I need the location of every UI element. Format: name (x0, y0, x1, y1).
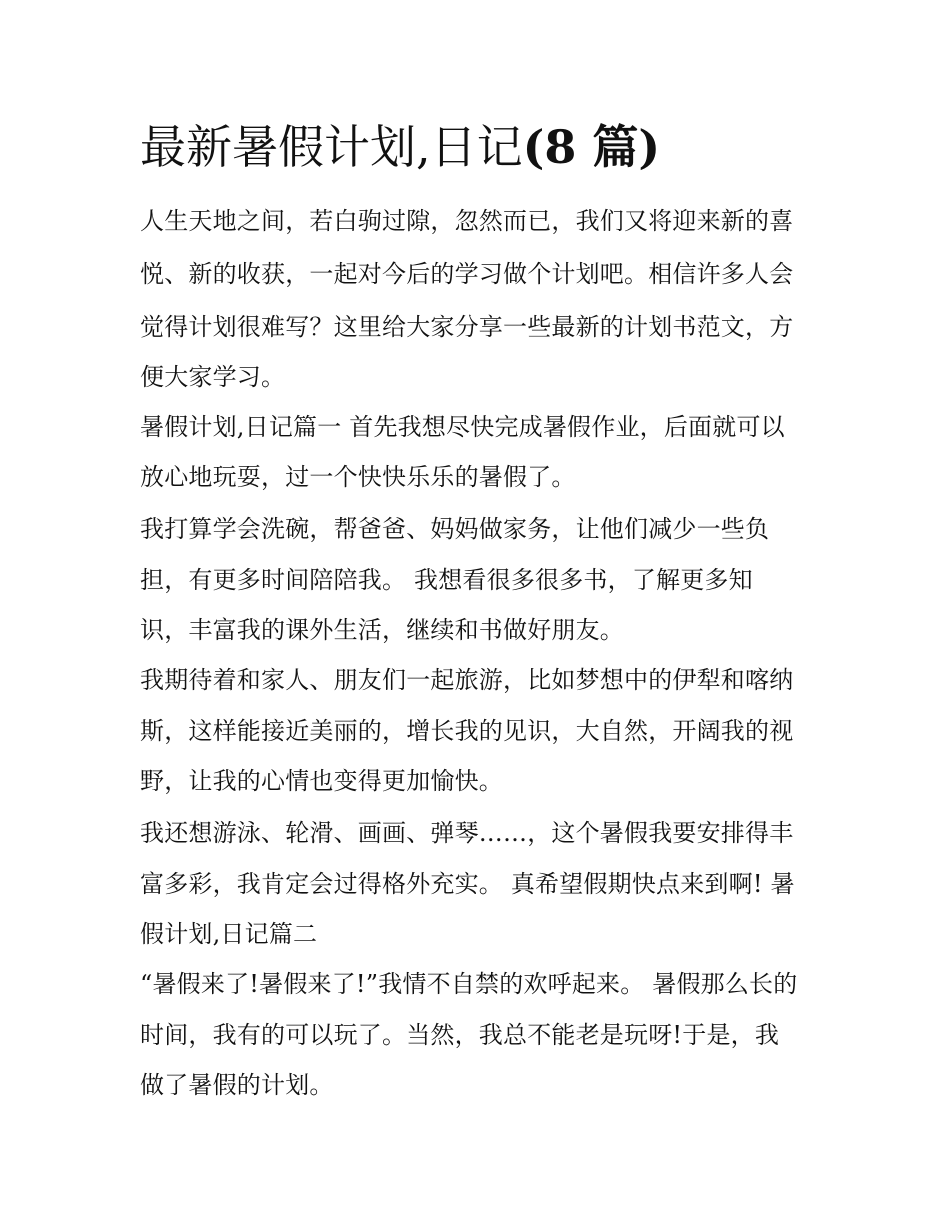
title-suffix: (8 篇) (522, 120, 661, 174)
text-line: 识，丰富我的课外生活，继续和书做好朋友。 (140, 616, 624, 644)
text-line: 我期待着和家人、朋友们一起旅游，比如梦想中的伊犁和喀纳 (140, 666, 794, 694)
text-line: 人生天地之间，若白驹过隙，忽然而已，我们又将迎来新的喜 (140, 207, 794, 235)
text-line: 时间，我有的可以玩了。当然，我总不能老是玩呀!于是，我 (140, 1021, 780, 1049)
document-title (140, 116, 840, 178)
text-line: 我打算学会洗碗，帮爸爸、妈妈做家务，让他们减少一些负 (140, 515, 770, 543)
title-main: 最新暑假计划,日记 (140, 120, 523, 174)
text-line: 我还想游泳、轮滑、画画、弹琴……，这个暑假我要安排得丰 (140, 819, 794, 847)
text-line: 放心地玩耍，过一个快快乐乐的暑假了。 (140, 463, 576, 491)
text-line: 悦、新的收获，一起对今后的学习做个计划吧。相信许多人会 (140, 260, 794, 288)
text-line: 富多彩，我肯定会过得格外充实。 真希望假期快点来到啊! 暑 (140, 870, 795, 898)
text-line: 做了暑假的计划。 (140, 1071, 334, 1099)
text-line: 暑假计划,日记篇一 首先我想尽快完成暑假作业，后面就可以 (140, 413, 785, 441)
text-line: 便大家学习。 (140, 363, 286, 391)
text-line: 斯，这样能接近美丽的，增长我的见识，大自然，开阔我的视 (140, 717, 794, 745)
text-line: 觉得计划很难写？这里给大家分享一些最新的计划书范文，方 (140, 313, 794, 341)
text-line: “暑假来了!暑假来了!”我情不自禁的欢呼起来。 暑假那么长的 (140, 970, 798, 998)
text-line: 担，有更多时间陪陪我。 我想看很多很多书，了解更多知 (140, 566, 753, 594)
text-line: 假计划,日记篇二 (140, 920, 318, 948)
text-line: 野，让我的心情也变得更加愉快。 (140, 767, 503, 795)
